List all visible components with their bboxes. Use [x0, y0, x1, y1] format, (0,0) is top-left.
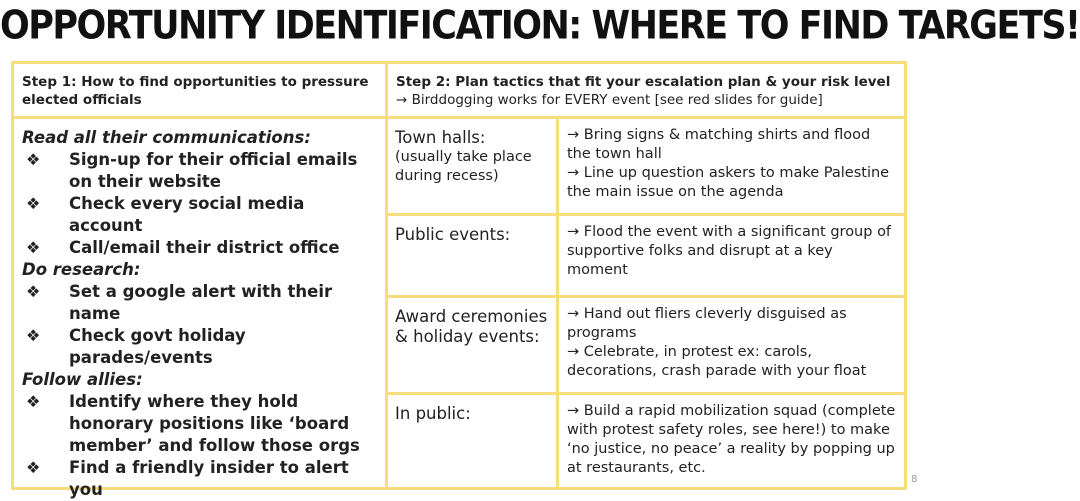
- diamond-bullet-icon: ❖: [26, 194, 41, 213]
- tactics-cell-award-ceremonies: [556, 295, 907, 395]
- bullet-text: Find a friendly insider to alert you: [69, 458, 349, 499]
- bullet-text: Set a google alert with their name: [69, 282, 333, 323]
- section-heading-research: Do research:: [22, 260, 141, 279]
- page-number: 8: [911, 474, 918, 485]
- diamond-bullet-icon: ❖: [26, 150, 41, 169]
- event-name: In public:: [395, 404, 471, 423]
- event-note: (usually take place during recess): [395, 149, 532, 184]
- step1-header: Step 1: How to find opportunities to pressure elected officials: [22, 74, 369, 108]
- step2-header-cell: [385, 61, 907, 119]
- tactic-item: → Hand out fliers cleverly disguised as programs: [567, 306, 847, 341]
- list-item: [22, 149, 377, 193]
- section-heading-allies: Follow allies:: [22, 370, 143, 389]
- tactics-cell-town-halls: [556, 116, 907, 216]
- diamond-bullet-icon: ❖: [26, 238, 41, 257]
- diamond-bullet-icon: ❖: [26, 392, 41, 411]
- list-item: [22, 281, 377, 325]
- event-name: Public events:: [395, 225, 511, 244]
- tactic-item: → Flood the event with a significant group of supportive folks and disrupt at a key moment: [567, 224, 892, 278]
- list-item: [22, 391, 377, 457]
- tactics-cell-public-events: [556, 213, 907, 298]
- bullet-text: Check every social media account: [69, 194, 305, 235]
- step1-body: [11, 116, 388, 499]
- diamond-bullet-icon: ❖: [26, 282, 41, 301]
- tactic-item: → Line up question askers to make Palestine the main issue on the agenda: [567, 165, 890, 200]
- step1-header-cell: [11, 61, 388, 119]
- list-item: [22, 325, 377, 369]
- event-cell-town-halls: [385, 116, 559, 216]
- event-name: Award ceremonies & holiday events:: [395, 307, 548, 346]
- bullet-text: Check govt holiday parades/events: [69, 326, 246, 367]
- event-name: Town halls:: [395, 128, 486, 147]
- tactic-item: → Bring signs & matching shirts and flood the town hall: [567, 127, 871, 162]
- page-title: OPPORTUNITY IDENTIFICATION: WHERE TO FIND TARGETS!: [0, 3, 1080, 49]
- diamond-bullet-icon: ❖: [26, 458, 41, 477]
- event-cell-in-public: [385, 392, 559, 490]
- list-item: [22, 193, 377, 237]
- list-item: [22, 237, 377, 259]
- tactic-item: → Celebrate, in protest ex: carols, decorations, crash parade with your float: [567, 344, 867, 379]
- section-heading-communications: Read all their communications:: [22, 128, 311, 147]
- step2-header: Step 2: Plan tactics that fit your escalation plan & your risk level: [396, 74, 891, 90]
- bullet-text: Sign-up for their official emails on their website: [69, 150, 358, 191]
- bullet-text: Identify where they hold honorary positions like ‘board member’ and follow those orgs: [69, 392, 360, 455]
- step2-subheader: → Birddogging works for EVERY event [see red slides for guide]: [396, 92, 823, 108]
- list-item: [22, 457, 377, 501]
- event-cell-award-ceremonies: [385, 295, 559, 395]
- bullet-text: Call/email their district office: [69, 238, 340, 257]
- diamond-bullet-icon: ❖: [26, 326, 41, 345]
- tactic-item: → Build a rapid mobilization squad (complete with protest safety roles, see here!) to make ‘no justice, no peace’ a reality by popping up at restaurants, etc.: [567, 403, 896, 476]
- tactics-cell-in-public: [556, 392, 907, 490]
- event-cell-public-events: [385, 213, 559, 298]
